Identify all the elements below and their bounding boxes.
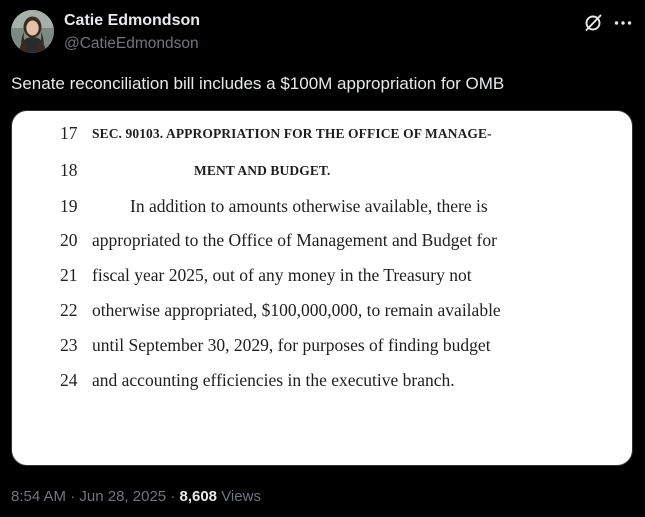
grok-icon[interactable] <box>582 12 604 34</box>
document-line: In addition to amounts otherwise available, there is <box>130 196 488 216</box>
bill-document <box>12 111 632 465</box>
line-number: 23 <box>60 335 78 355</box>
meta-separator: · <box>70 488 76 505</box>
line-number: 24 <box>60 370 78 390</box>
line-number: 21 <box>60 265 78 285</box>
line-number: 19 <box>60 196 78 216</box>
post-meta <box>11 488 261 505</box>
avatar[interactable] <box>11 10 54 53</box>
line-number: 17 <box>60 123 78 143</box>
document-line: MENT AND BUDGET. <box>194 163 331 178</box>
views-count: 8,608 <box>179 488 218 505</box>
line-number: 20 <box>60 230 78 250</box>
document-line: until September 30, 2029, for purposes of finding budget <box>92 335 491 355</box>
document-line: SEC. 90103. APPROPRIATION FOR THE OFFICE OF MANAGE- <box>92 126 492 141</box>
document-line: and accounting efficiencies in the executive branch. <box>92 370 455 390</box>
meta-separator: · <box>170 488 176 505</box>
line-number: 18 <box>60 160 78 180</box>
line-number: 22 <box>60 300 78 320</box>
post-time[interactable]: 8:54 AM <box>11 488 67 505</box>
author-handle[interactable]: @CatieEdmondson <box>64 35 199 52</box>
author-name[interactable]: Catie Edmondson <box>64 12 201 29</box>
document-line: fiscal year 2025, out of any money in the Treasury not <box>92 265 472 285</box>
document-line: otherwise appropriated, $100,000,000, to remain available <box>92 300 501 320</box>
post-date[interactable]: Jun 28, 2025 <box>79 488 167 505</box>
post-image[interactable] <box>11 110 633 466</box>
post-text: Senate reconciliation bill includes a $100M appropriation for OMB <box>11 74 505 93</box>
document-line: appropriated to the Office of Management and Budget for <box>92 230 497 250</box>
more-horizontal-icon[interactable] <box>612 12 634 34</box>
views-label: Views <box>221 488 261 505</box>
